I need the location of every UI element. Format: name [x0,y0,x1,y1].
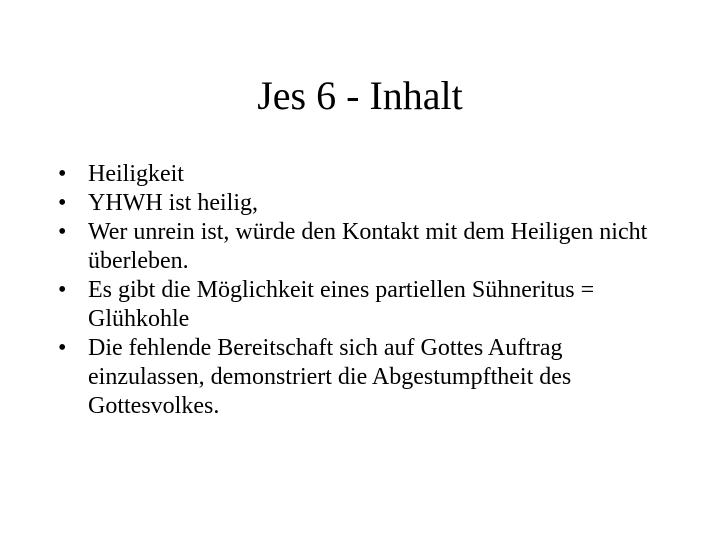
bullet-text: Die fehlende Bereitschaft sich auf Gottes Auftrag einzulassen, demonstriert die Abgestumpftheit des Gottesvolkes. [88,335,572,419]
slide-title: Jes 6 - Inhalt [257,73,463,118]
bullet-dot-icon: • [58,219,67,245]
bullet-text: YHWH ist heilig, [88,190,258,216]
bullet-text: Wer unrein ist, würde den Kontakt mit dem Heiligen nicht überleben. [88,219,648,274]
bullet-item [54,276,674,334]
bullet-dot-icon: • [58,277,67,303]
bullet-item [54,189,674,218]
bullet-item [54,160,674,189]
bullet-text: Heiligkeit [88,161,184,187]
bullet-text: Es gibt die Möglichkeit eines partiellen Sühneritus = Glühkohle [88,277,595,332]
bullet-dot-icon: • [58,161,67,187]
bullet-list [54,160,674,421]
bullet-dot-icon: • [58,190,67,216]
bullet-item [54,334,674,421]
bullet-dot-icon: • [58,335,67,361]
bullet-item [54,218,674,276]
